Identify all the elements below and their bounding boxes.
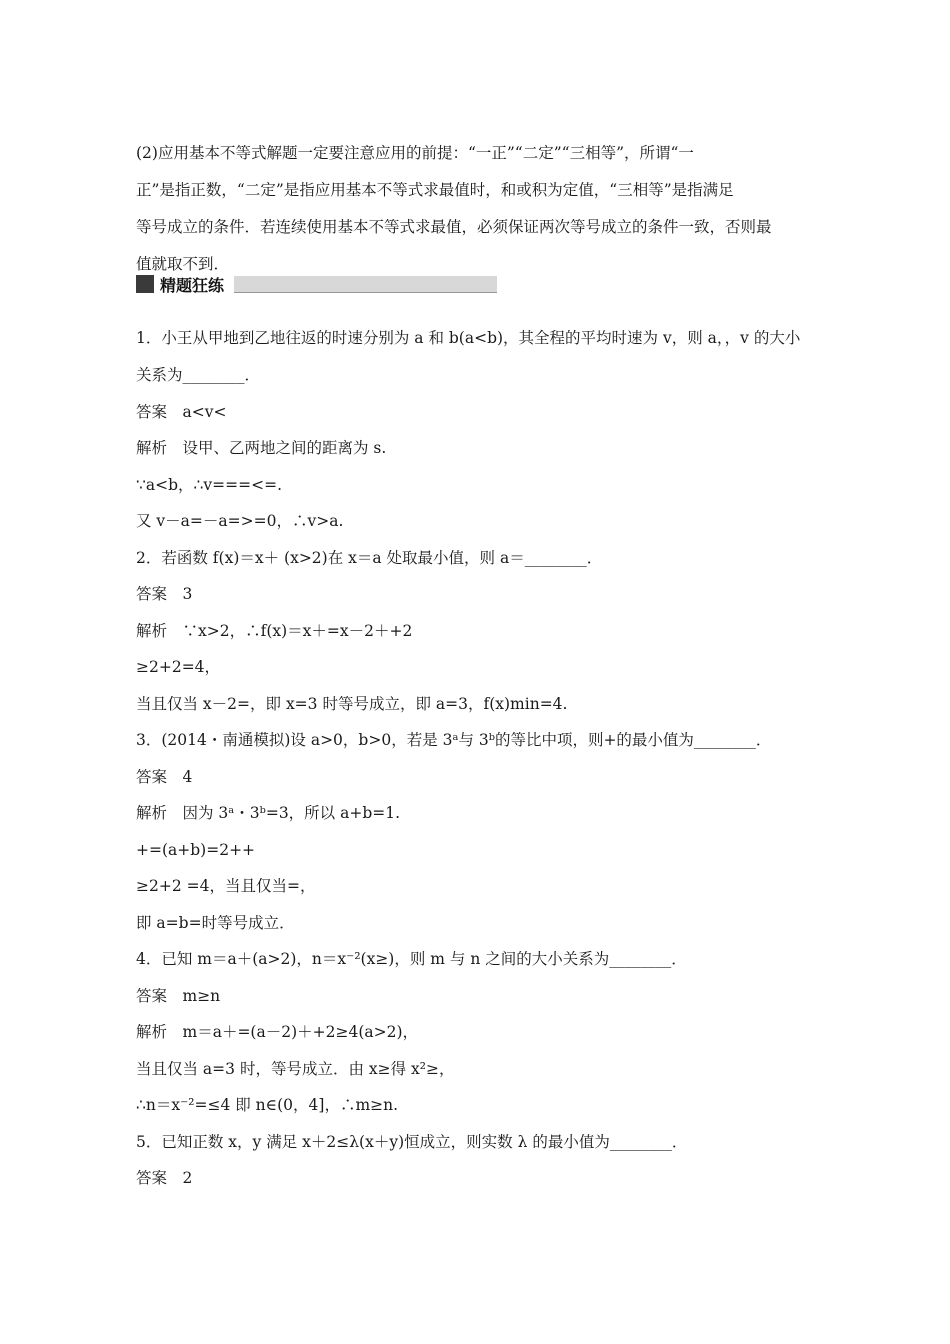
- text-line: 4．已知 m＝a＋(a>2)，n＝x⁻²(x≥)，则 m 与 n 之间的大小关系为________．: [136, 950, 687, 968]
- text-line: 1．小王从甲地到乙地往返的时速分别为 a 和 b(a<b)，其全程的平均时速为 v，则 a，，v 的大小: [136, 329, 801, 347]
- text-line: 答案 4: [136, 768, 193, 786]
- text-line: 5．已知正数 x，y 满足 x＋2≤λ(x＋y)恒成立，则实数 λ 的最小值为________．: [136, 1133, 688, 1151]
- text-line: ∵a<b，∴v===<=.: [136, 476, 282, 494]
- text-line: 解析 设甲、乙两地之间的距离为 s.: [136, 439, 387, 457]
- intro-line-3: 等号成立的条件．若连续使用基本不等式求最值，必须保证两次等号成立的条件一致，否则最: [136, 218, 772, 236]
- section-square-icon: [136, 275, 154, 293]
- text-line: ≥2+2 =4，当且仅当=，: [136, 877, 316, 895]
- text-line: 解析 因为 3ᵃ・3ᵇ=3，所以 a+b=1.: [136, 804, 401, 822]
- section-title: 精题狂练: [160, 275, 225, 295]
- text-line: +=(a+b)=2++: [136, 841, 256, 859]
- text-line: 答案 3: [136, 585, 193, 603]
- text-line: 3．(2014・南通模拟)设 a>0，b>0，若是 3ᵃ与 3ᵇ的等比中项，则+的最小值为________．: [136, 731, 772, 749]
- text-line: ≥2+2=4，: [136, 658, 221, 676]
- section-divider-bar: [234, 276, 497, 293]
- intro-line-4: 值就取不到．: [136, 255, 230, 273]
- text-line: 解析 m＝a＋=(a－2)＋+2≥4(a>2)，: [136, 1023, 419, 1041]
- intro-line-2: 正”是指正数，“二定”是指应用基本不等式求最值时，和或积为定值，“三相等”是指满足: [136, 181, 734, 199]
- text-line: 解析 ∵x>2，∴f(x)＝x＋=x－2＋+2: [136, 622, 413, 640]
- text-line: 当且仅当 x－2=，即 x=3 时等号成立，即 a=3，f(x)min=4.: [136, 695, 568, 713]
- text-line: 答案 2: [136, 1169, 193, 1187]
- text-line: ∴n＝x⁻²=≤4 即 n∈(0，4]，∴m≥n.: [136, 1096, 399, 1114]
- text-line: 关系为________．: [136, 366, 261, 384]
- text-line: 答案 m≥n: [136, 987, 221, 1005]
- intro-line-1: (2)应用基本不等式解题一定要注意应用的前提：“一正”“二定”“三相等”，所谓“一: [136, 144, 694, 162]
- text-line: 2．若函数 f(x)＝x＋ (x>2)在 x＝a 处取最小值，则 a＝________．: [136, 549, 603, 567]
- text-line: 即 a=b=时等号成立．: [136, 914, 295, 932]
- text-line: 当且仅当 a=3 时，等号成立．由 x≥得 x²≥，: [136, 1060, 455, 1078]
- section-header: [136, 273, 497, 295]
- text-line: 答案 a<v<: [136, 403, 227, 421]
- text-line: 又 v－a=－a=>=0，∴v>a.: [136, 512, 344, 530]
